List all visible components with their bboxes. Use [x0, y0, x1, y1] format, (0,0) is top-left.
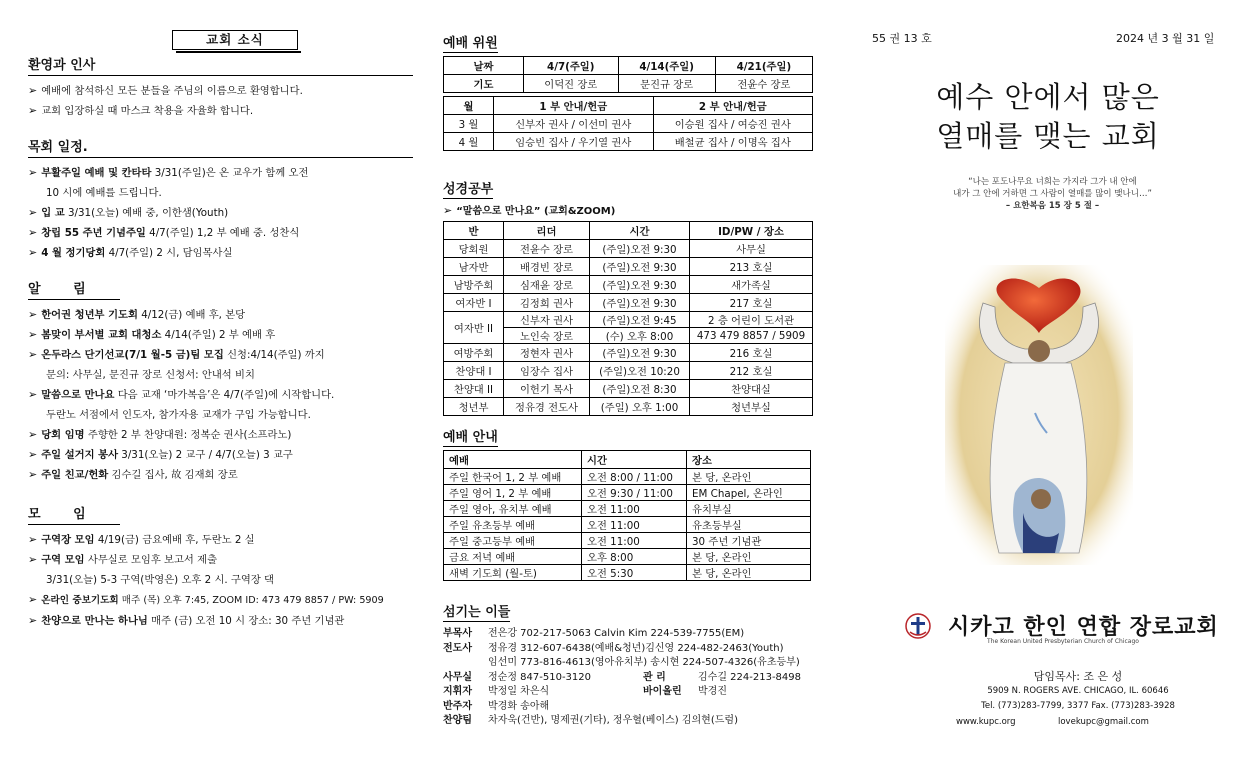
senior-pastor: 담임목사: 조 은 성	[1033, 670, 1123, 683]
table-row: 날짜 4/7(주일) 4/14(주일) 4/21(주일)	[444, 57, 813, 75]
worship-staff-heading: 예배 위원	[443, 32, 498, 53]
table-row: 기도 이덕진 장로 문진규 장로 전윤수 장로	[444, 75, 813, 93]
table-row: 주일 유초등부 예배 오전 11:00 유초등부실	[444, 517, 811, 533]
servant-row: 찬양팀 차자욱(건반), 명제권(기타), 정우혈(베이스) 김의현(드럼)	[443, 715, 738, 726]
meeting-item: ➢ 구역 모임 사무실로 모임후 보고서 제출	[28, 553, 218, 566]
bible-study-table	[443, 221, 813, 416]
church-phone: Tel. (773)283-7799, 3377 Fax. (773)283-3928	[981, 701, 1175, 711]
church-name: 시카고 한인 연합 장로교회	[948, 615, 1219, 640]
notice-item: ➢ 말씀으로 만나요 다음 교재 ‘마가복음’은 4/7(주일)에 시작합니다.	[28, 388, 335, 401]
table-row: 3 월 신부자 권사 / 이선미 권사 이승원 집사 / 여승진 권사	[444, 115, 813, 133]
table-row: 주일 영아, 유치부 예배 오전 11:00 유치부실	[444, 501, 811, 517]
schedule-item: ➢ 부활주일 예배 및 칸타타 3/31(주일)은 온 교우가 함께 오전	[28, 166, 309, 179]
table-row: 주일 한국어 1, 2 부 예배 오전 8:00 / 11:00 본 당, 온라인	[444, 469, 811, 485]
meeting-item: ➢ 구역장 모임 4/19(금) 금요예배 후, 두란노 2 실	[28, 533, 255, 546]
notice-heading: 알 림	[28, 278, 120, 300]
church-logo-icon	[904, 612, 932, 640]
church-website[interactable]: www.kupc.org	[956, 717, 1016, 727]
servant-row: 반주자 박경화 송아해	[443, 700, 550, 712]
worship-staff-table	[443, 56, 813, 93]
worship-guide-heading: 예배 안내	[443, 426, 498, 447]
schedule-item-cont: 10 시에 예배를 드립니다.	[46, 187, 162, 199]
meeting-item: ➢ 찬양으로 만나는 하나님 매주 (금) 오전 10 시 장소: 30 주년 기념관	[28, 614, 345, 627]
notice-item: ➢ 온두라스 단기선교(7/1 월-5 금)팀 모집 신청:4/14(주일) 까지	[28, 348, 325, 361]
servant-row: 지휘자 박정일 차은식 바이올린 박경진	[443, 686, 727, 697]
servants-heading: 섬기는 이들	[443, 601, 510, 622]
servants-list	[443, 627, 818, 729]
meeting-heading: 모 임	[28, 503, 120, 525]
cover-column	[860, 0, 1250, 762]
bible-study-subtitle: ➢ “말씀으로 만나요” (교회&ZOOM)	[443, 204, 616, 217]
meeting-item-cont: 3/31(오늘) 5-3 구역(박영은) 오후 2 시. 구역장 댁	[46, 574, 274, 586]
table-row: 금요 저녁 예배 오후 8:00 본 당, 온라인	[444, 549, 811, 565]
table-row: 새벽 기도회 (월-토) 오전 5:30 본 당, 온라인	[444, 565, 811, 581]
church-name-english: The Korean United Presbyterian Church of Chicago	[987, 638, 1139, 645]
table-row: 당회원 전윤수 장로 (주일)오전 9:30 사무실	[444, 240, 813, 258]
welcome-section	[28, 54, 413, 121]
meeting-item: ➢ 온라인 중보기도회 매주 (목) 오후 7:45, ZOOM ID: 473 479 8857 / PW: 5909	[28, 593, 384, 606]
church-news-column	[28, 0, 413, 762]
table-row: 예배 시간 장소	[444, 451, 811, 469]
notice-item: ➢ 주일 친교/헌화 김수길 집사, 故 김재희 장로	[28, 468, 238, 481]
table-row: 월 1 부 안내/헌금 2 부 안내/헌금	[444, 97, 813, 115]
notice-item: ➢ 봄맞이 부서별 교회 대청소 4/14(주일) 2 부 예배 후	[28, 328, 276, 341]
schedule-heading: 목회 일정.	[28, 136, 413, 158]
table-row: 청년부 정유경 전도사 (주일) 오후 1:00 청년부실	[444, 398, 813, 416]
welcome-item: ➢ 교회 입장하실 때 마스크 착용을 자율화 합니다.	[28, 104, 254, 117]
table-row: 노인숙 장로 (수) 오후 8:00 473 479 8857 / 5909	[444, 328, 813, 344]
notice-section	[28, 278, 413, 485]
table-row: 여방주회 정현자 권사 (주일)오전 9:30 216 호실	[444, 344, 813, 362]
volume-number: 55 권 13 호	[872, 32, 932, 45]
welcome-item: ➢ 예배에 참석하신 모든 분들을 주님의 이름으로 환영합니다.	[28, 84, 303, 97]
worship-guide-table	[443, 450, 811, 581]
servant-row: 전도사 정유경 312-607-6438(예배&청년)김신영 224-482-2463(Youth)	[443, 642, 784, 654]
table-row: 주일 중고등부 예배 오전 11:00 30 주년 기념관	[444, 533, 811, 549]
schedule-item: ➢ 창립 55 주년 기념주일 4/7(주일) 1,2 부 예배 중. 성찬식	[28, 226, 300, 239]
cover-title: 예수 안에서 많은 열매를 맺는 교회	[936, 80, 1160, 153]
jesus-heart-illustration	[943, 263, 1135, 568]
worship-info-column	[443, 0, 818, 762]
notice-item: ➢ 주일 설거지 봉사 3/31(오늘) 2 교구 / 4/7(오늘) 3 교구	[28, 448, 293, 461]
servant-row: 사무실 정순정 847-510-3120 관 리 김수길 224-213-8498	[443, 671, 801, 683]
table-row: 남자반 배경빈 장로 (주일)오전 9:30 213 호실	[444, 258, 813, 276]
servant-row: 부목사 전은강 702-217-5063 Calvin Kim 224-539-7755(EM)	[443, 628, 745, 639]
cover-verse: “나는 포도나무요 너희는 가지라 그가 내 안에 내가 그 안에 거하면 그 사람이 열매를 많이 맺나니…” – 요한복음 15 장 5 절 –	[953, 177, 1152, 211]
church-email[interactable]: lovekupc@gmail.com	[1058, 717, 1149, 727]
notice-item: ➢ 당회 임명 주향한 2 부 찬양대원: 정복순 권사(소프라노)	[28, 428, 292, 441]
arrow-icon: ➢	[28, 104, 38, 117]
notice-item-cont: 문의: 사무실, 문진규 장로 신청서: 안내석 비치	[46, 369, 255, 381]
schedule-item: ➢ 입 교 3/31(오늘) 예배 중, 이한샘(Youth)	[28, 206, 229, 219]
table-row: 4 월 임승빈 집사 / 우기열 권사 배철균 집사 / 이명옥 집사	[444, 133, 813, 151]
arrow-icon: ➢	[28, 84, 38, 97]
notice-item: ➢ 한어권 청년부 기도회 4/12(금) 예배 후, 본당	[28, 308, 246, 321]
welcome-heading: 환영과 인사	[28, 54, 413, 76]
bible-study-heading: 성경공부	[443, 178, 493, 199]
table-row: 주일 영어 1, 2 부 예배 오전 9:30 / 11:00 EM Chapel, 온라인	[444, 485, 811, 501]
table-row: 여자반 I 김정희 권사 (주일)오전 9:30 217 호실	[444, 294, 813, 312]
table-row: 찬양대 I 임장수 집사 (주일)오전 10:20 212 호실	[444, 362, 813, 380]
news-title: 교회 소식	[172, 30, 298, 50]
church-address: 5909 N. ROGERS AVE. CHICAGO, IL. 60646	[987, 686, 1169, 696]
table-row: 찬양대 II 이헌기 목사 (주일)오전 8:30 찬양대실	[444, 380, 813, 398]
meeting-section	[28, 503, 413, 631]
schedule-item: ➢ 4 월 정기당회 4/7(주일) 2 시, 담임목사실	[28, 246, 233, 259]
table-row: 남방주회 심재윤 장로 (주일)오전 9:30 새가족실	[444, 276, 813, 294]
schedule-section	[28, 136, 413, 263]
usher-table	[443, 96, 813, 151]
notice-item-cont: 두란노 서점에서 인도자, 참가자용 교재가 구입 가능합니다.	[46, 409, 311, 421]
table-row: 여자반 II 신부자 권사 (주일)오전 9:45 2 층 어린이 도서관	[444, 312, 813, 328]
servant-row: 임선미 773-816-4613(영아유치부) 송시현 224-507-4326(유초등부)	[488, 657, 800, 668]
table-row: 반 리더 시간 ID/PW / 장소	[444, 222, 813, 240]
bulletin-date: 2024 년 3 월 31 일	[1116, 32, 1215, 45]
